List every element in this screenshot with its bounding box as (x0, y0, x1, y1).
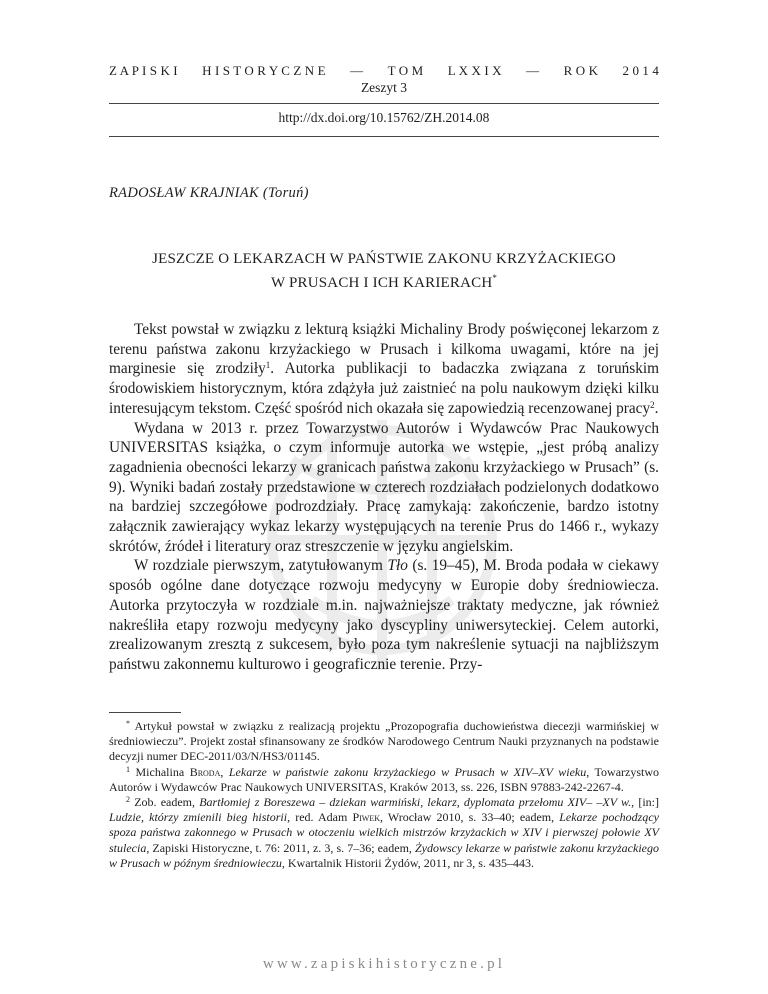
footnote-divider (109, 712, 181, 713)
footnote-text: , [in:] (631, 795, 660, 810)
footnote-ref[interactable]: 1 (265, 360, 271, 371)
text-run: Tekst powstał w związku z lekturą książki Michaliny Brody poświęconej lekarzom z terenu państwa zakonu krzyżackiego w Prusach i kilkoma uwagami, które na jej marginesie się zrodziły (109, 321, 659, 378)
footnote-text: , Kwartalnik Historii Żydów, 2011, nr 3, s. 435–443. (281, 855, 534, 870)
article-body (109, 320, 659, 675)
journal-word: 2 0 1 4 (622, 63, 659, 78)
journal-header (109, 63, 659, 79)
footnote (109, 719, 659, 765)
header-divider (109, 136, 659, 137)
footnote-text: Artykuł powstał w związku z realizacją projektu „Prozopografia duchowieństwa diecezji warmińskiej w średniowieczu”. Projekt został sfinansowany ze środków Narodowego Centrum Nauki przyznanych na podstawie decyzji numer DEC-2011/03/N/HS3/01145. (109, 719, 659, 764)
footnote-text: , red. Adam (287, 810, 353, 825)
footnote-book-title: Lekarze w państwie zakonu krzyżackiego w Prusach w XIV–XV wieku (228, 764, 587, 779)
footnote-author: Broda (189, 764, 221, 779)
footnote-text: Zob. eadem, (134, 795, 200, 810)
footnote (109, 795, 659, 871)
footnote-mark: 1 (126, 764, 130, 774)
title-line-text: W PRUSACH I ICH KARIERACH (270, 275, 493, 291)
journal-word: H I S T O R Y C Z N E (202, 63, 326, 78)
text-run: W rozdziale pierwszym, zatytułowanym (134, 557, 388, 575)
footnote-ref[interactable]: 2 (650, 399, 655, 410)
footnote-text: , Zapiski Historyczne, t. 76: 2011, z. 3, s. 7–36; eadem, (146, 840, 415, 855)
footnote-text: , Wrocław 2010, s. 33–40; eadem, (380, 810, 560, 825)
footnote-work-title: Lekarze pochodzący spoza państwa zakonnego w Prusach w otoczeniu wielkich mistrzów krzyżackich w XIV i pierwszej połowie XV stulecia (109, 810, 659, 855)
footnote-work-title: Ludzie, którzy zmienili bieg historii (109, 810, 288, 825)
journal-word: T O M (387, 63, 424, 78)
footnote-mark: 2 (126, 795, 130, 805)
footnote-text: , Towarzystwo Autorów i Wydawców Prac Naukowych UNIVERSITAS, Kraków 2013, ss. 226, ISBN 97883-242-2267-4. (109, 764, 660, 794)
footnotes (109, 719, 659, 871)
journal-word: — (350, 63, 364, 78)
title-line (0, 269, 768, 293)
header-divider (109, 103, 659, 104)
journal-word: R O K (563, 63, 599, 78)
footnote-author: Piwek (352, 810, 380, 825)
journal-word: Z A P I S K I (109, 63, 178, 78)
article-title (0, 250, 768, 293)
footnote-work-title: Bartłomiej z Boreszewa – dziekan warmiński, lekarz, dyplomata przełomu XIV– –XV w. (199, 795, 632, 810)
title-line: JESZCZE O LEKARZACH W PAŃSTWIE ZAKONU KRZYŻACKIEGO (152, 251, 616, 267)
journal-word: — (526, 63, 540, 78)
chapter-title: Tło (387, 557, 408, 575)
footer-website-link[interactable]: www.zapiskihistoryczne.pl (262, 956, 506, 972)
paragraph (109, 556, 659, 674)
paragraph: Wydana w 2013 r. przez Towarzystwo Autorów i Wydawców Prac Naukowych UNIVERSITAS książka, o czym informuje autorka we wstępie, „jest próbą analizy zagadnienia obecności lekarzy w granicach państwa zakonu krzyżackiego w Prusach” (s. 9). Wyniki badań zostały przedstawione w czterech rozdziałach podzielonych dodatkowo na bardziej szczegółowe podrozdziały. Pracę zamykają: zakończenie, bardzo istotny załącznik zawierający wykaz lekarzy występujących na terenie Prus do 1466 r., wykazy skrótów, źródeł i literatury oraz streszczenie w języku angielskim. (109, 419, 659, 555)
footnote-ref[interactable]: * (492, 273, 498, 283)
doi-link[interactable]: http://dx.doi.org/10.15762/ZH.2014.08 (278, 110, 490, 125)
footnote-mark: * (126, 719, 130, 728)
footnote: $^1$ Michalina Broda, Lekarze w państwie zakonu krzyżackiego w Prusach w XIV–XV wieku, Towarzystwo Autorów i Wydawców Prac Naukowych UNIVERSITAS, Kraków 2013, ss. 226, ISBN 97883-242-2267-4. (109, 764, 660, 794)
footnote-work-title: Żydowscy lekarze w państwie zakonu krzyżackiego w Prusach w późnym średniowieczu (109, 840, 659, 870)
text-run: . (654, 399, 659, 417)
text-run: (s. 19–45), M. Broda podała w ciekawy sposób ogólne dane dotyczące rozwoju medycyny w Europie doby średniowiecza. Autorka przytoczyła w rozdziale m.in. najważniejsze traktaty medyczne, jak również nakreśliła etapy rozwoju medycyny jako dyscypliny uniwersyteckiej. Celem autorki, zrealizowanym zresztą z sukcesem, było poza tym nakreślenie sytuacji na najbliższym państwu zakonnemu kulturowo i geograficznie terenie. Przy- (109, 557, 659, 673)
issue-number: Zeszyt 3 (360, 80, 408, 95)
article-author: RADOSŁAW KRAJNIAK (Toruń) (109, 185, 309, 201)
paragraph (109, 320, 659, 419)
footnote-text: Michalina (135, 764, 185, 779)
text-run: . Autorka publikacji to badaczka związana z toruńskim środowiskiem historycznym, która zdążyła już zaistnieć na polu naukowym dzięki kilku interesującym tekstom. Część spośród nich okazała się zapowiedzią recenzowanej pracy (109, 360, 659, 417)
journal-word: L X X I X (447, 63, 502, 78)
